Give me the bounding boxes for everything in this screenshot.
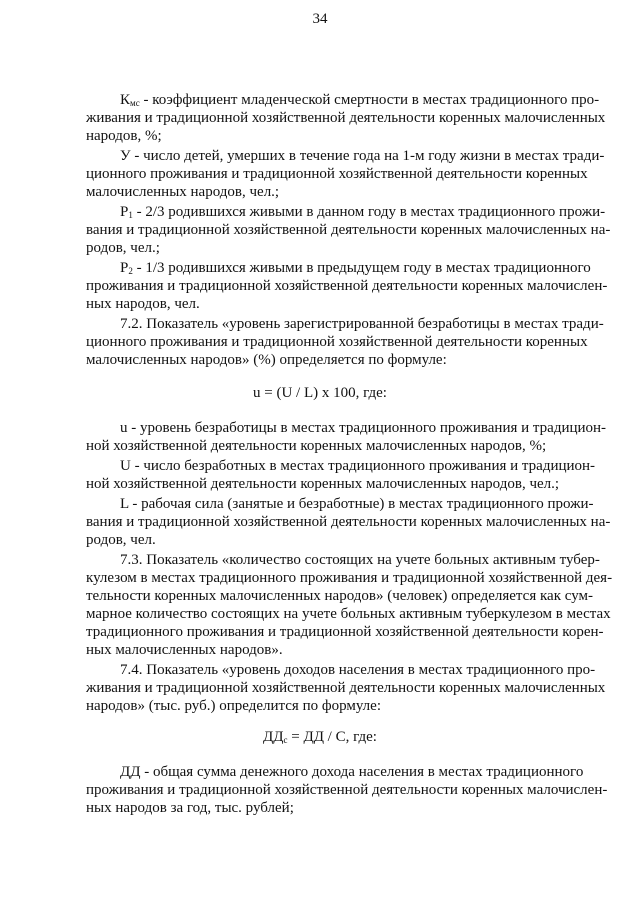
text-line [86, 165, 588, 183]
text-line [86, 605, 611, 623]
text-run: ной хозяйственной деятельности коренных малочисленных народов, чел.; [86, 476, 560, 492]
text-run: ДД [263, 729, 284, 745]
text-run: ционного проживания и традиционной хозяйственной деятельности коренных [86, 334, 588, 350]
formula-line [0, 384, 640, 402]
text-run: кулезом в местах традиционного проживания и традиционной хозяйственной дея- [86, 570, 613, 586]
text-run: У - число детей, умерших в течение года на 1-м году жизни в местах тради- [120, 148, 605, 164]
text-line [120, 259, 591, 277]
text-line [86, 221, 611, 239]
text-run: народов» (тыс. руб.) определится по формуле: [86, 698, 381, 714]
text-run: вания и традиционной хозяйственной деятельности коренных малочисленных на- [86, 222, 611, 238]
text-line [86, 351, 582, 369]
text-run: марное количество состоящих на учете больных активным туберкулезом в местах [86, 606, 611, 622]
text-line [86, 333, 588, 351]
text-line [120, 203, 606, 221]
text-run: проживания и традиционной хозяйственной деятельности коренных малочислен- [86, 782, 608, 798]
text-line [86, 109, 606, 127]
text-line [86, 569, 613, 587]
text-line [120, 147, 605, 165]
text-run: Р [120, 260, 129, 276]
text-line [86, 679, 606, 697]
text-run: живания и традиционной хозяйственной деятельности коренных малочисленных [86, 680, 606, 696]
text-run: ных народов, чел. [86, 296, 200, 312]
text-line [120, 763, 582, 781]
text-line [86, 295, 582, 313]
text-run: ных малочисленных народов». [86, 642, 283, 658]
text-line [120, 419, 607, 437]
text-line [120, 551, 600, 569]
text-run: - 1/3 родившихся живыми в предыдущем году в местах традиционного [132, 260, 591, 276]
text-run: U - число безработных в местах традиционного проживания и традицион- [120, 458, 596, 474]
text-line [86, 277, 608, 295]
text-line [120, 495, 594, 513]
text-run: малочисленных народов, чел.; [86, 184, 280, 200]
text-run: традиционного проживания и традиционной хозяйственной деятельности корен- [86, 624, 604, 640]
text-line [86, 587, 593, 605]
subscript: 2 [128, 266, 133, 276]
text-run: - 2/3 родившихся живыми в данном году в местах традиционного прожи- [132, 204, 606, 220]
text-run: К [120, 92, 131, 108]
text-run: вания и традиционной хозяйственной деятельности коренных малочисленных на- [86, 514, 611, 530]
text-line [120, 91, 600, 109]
text-line [86, 475, 582, 493]
text-run: 7.3. Показатель «количество состоящих на учете больных активным тубер- [120, 552, 600, 568]
text-run: 7.2. Показатель «уровень зарегистрированной безработицы в местах тради- [120, 316, 604, 332]
text-line [86, 239, 582, 257]
text-run: проживания и традиционной хозяйственной деятельности коренных малочислен- [86, 278, 608, 294]
text-run: u - уровень безработицы в местах традиционного проживания и традицион- [120, 420, 607, 436]
formula-line [0, 728, 640, 746]
text-line [120, 315, 604, 333]
text-run: u = (U / L) x 100, где: [253, 385, 387, 401]
text-run: - коэффициент младенческой смертности в местах традиционного про- [139, 92, 600, 108]
text-line [86, 183, 582, 201]
text-run: L - рабочая сила (занятые и безработные) в местах традиционного прожи- [120, 496, 594, 512]
text-run: народов, %; [86, 128, 162, 144]
text-run: ционного проживания и традиционной хозяйственной деятельности коренных [86, 166, 588, 182]
text-line [86, 641, 582, 659]
text-line [86, 513, 611, 531]
text-run: малочисленных народов» (%) определяется по формуле: [86, 352, 447, 368]
text-line [120, 661, 596, 679]
text-run: живания и традиционной хозяйственной деятельности коренных малочисленных [86, 110, 606, 126]
subscript: с [283, 735, 288, 745]
text-run: ных народов за год, тыс. рублей; [86, 800, 294, 816]
text-run: тельности коренных малочисленных народов» (человек) определяется как сум- [86, 588, 593, 604]
text-run: ДД - общая сумма денежного дохода населения в местах традиционного [120, 764, 584, 780]
subscript: 1 [128, 210, 133, 220]
text-run: = ДД / С, где: [287, 729, 377, 745]
text-line [86, 697, 582, 715]
text-line [86, 799, 582, 817]
text-run: Р [120, 204, 129, 220]
text-line [86, 127, 582, 145]
subscript: мс [130, 98, 140, 108]
text-line [86, 437, 582, 455]
text-run: родов, чел.; [86, 240, 160, 256]
page-number: 34 [312, 11, 328, 27]
text-run: 7.4. Показатель «уровень доходов населения в местах традиционного про- [120, 662, 596, 678]
text-run: ной хозяйственной деятельности коренных малочисленных народов, %; [86, 438, 547, 454]
text-line [86, 781, 608, 799]
text-run: родов, чел. [86, 532, 156, 548]
text-line [120, 457, 596, 475]
text-line [86, 531, 582, 549]
text-line [86, 623, 604, 641]
